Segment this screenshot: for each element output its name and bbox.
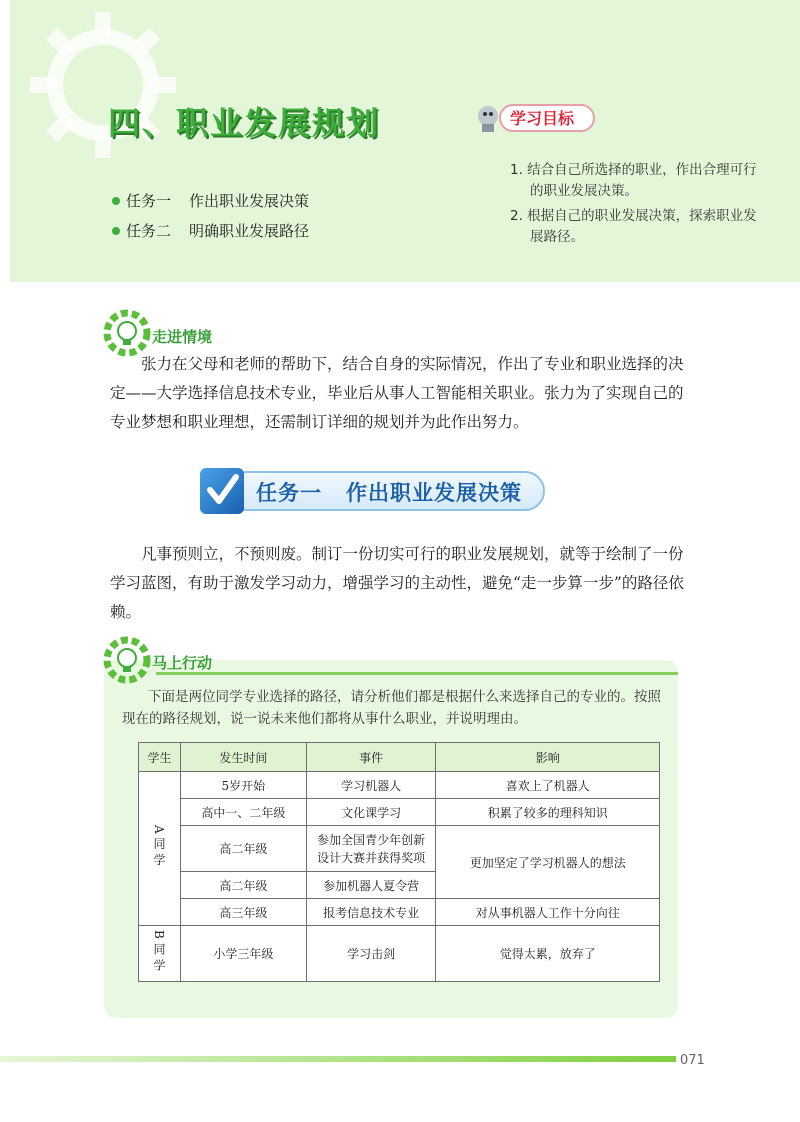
lightbulb-gear-icon [100, 632, 156, 688]
student-cell: B同学 [139, 926, 181, 982]
divider [156, 672, 678, 675]
table-row: 高中一、二年级 文化课学习 积累了较多的理科知识 [139, 799, 660, 826]
table-header: 发生时间 [180, 743, 306, 772]
intro-text: 凡事预则立，不预则废。制订一份切实可行的职业发展规划，就等于绘制了一份学习蓝图，有助于激发学习动力，增强学习的主动性，避免“走一步算一步”的路径依赖。 [110, 545, 684, 621]
table-header: 事件 [306, 743, 436, 772]
section-title-scenario: 走进情境 [152, 328, 213, 346]
task-banner-title: 任务一 作出职业发展决策 [256, 481, 522, 505]
chapter-title: 四、职业发展规划 [108, 104, 381, 142]
task-list-item: 任务一 作出职业发展决策 [112, 186, 309, 216]
table-row: 高二年级 参加机器人夏令营 [139, 872, 660, 899]
page-number: 071 [680, 1053, 705, 1068]
footer-bar [0, 1056, 676, 1062]
table-row: B同学 小学三年级 学习击剑 觉得太累，放弃了 [139, 926, 660, 982]
goal-item: 1. 结合自己所选择的职业，作出合理可行的职业发展决策。 [510, 162, 757, 199]
table-row: 高三年级 报考信息技术专业 对从事机器人工作十分向往 [139, 899, 660, 926]
goal-item: 2. 根据自己的职业发展决策，探索职业发展路径。 [510, 208, 757, 245]
table-header: 影响 [436, 743, 660, 772]
student-cell: A同学 [139, 772, 181, 926]
scenario-text: 张力在父母和老师的帮助下，结合自身的实际情况，作出了专业和职业选择的决定——大学选择信息技术专业，毕业后从事人工智能相关职业。张力为了实现自己的专业梦想和职业理想，还需制订详细的规划并为此作出努力。 [110, 355, 684, 431]
task-list [112, 186, 309, 246]
bullet-icon [112, 197, 120, 205]
bullet-icon [112, 227, 120, 235]
table-header-row [139, 743, 660, 772]
table-row: 高二年级 参加全国青少年创新设计大赛并获得奖项 更加坚定了学习机器人的想法 [139, 826, 660, 872]
learning-goals [510, 160, 760, 252]
section-title-action: 马上行动 [152, 654, 213, 672]
task-list-item: 任务二 明确职业发展路径 [112, 216, 309, 246]
table-header: 学生 [139, 743, 181, 772]
table-row: A同学 5岁开始 学习机器人 喜欢上了机器人 [139, 772, 660, 799]
action-text: 下面是两位同学专业选择的路径，请分析他们都是根据什么来选择自己的专业的。按照现在的路径规划，说一说未来他们都将从事什么职业，并说明理由。 [122, 689, 661, 727]
learning-goal-label: 学习目标 [510, 109, 575, 128]
route-table [138, 742, 660, 982]
